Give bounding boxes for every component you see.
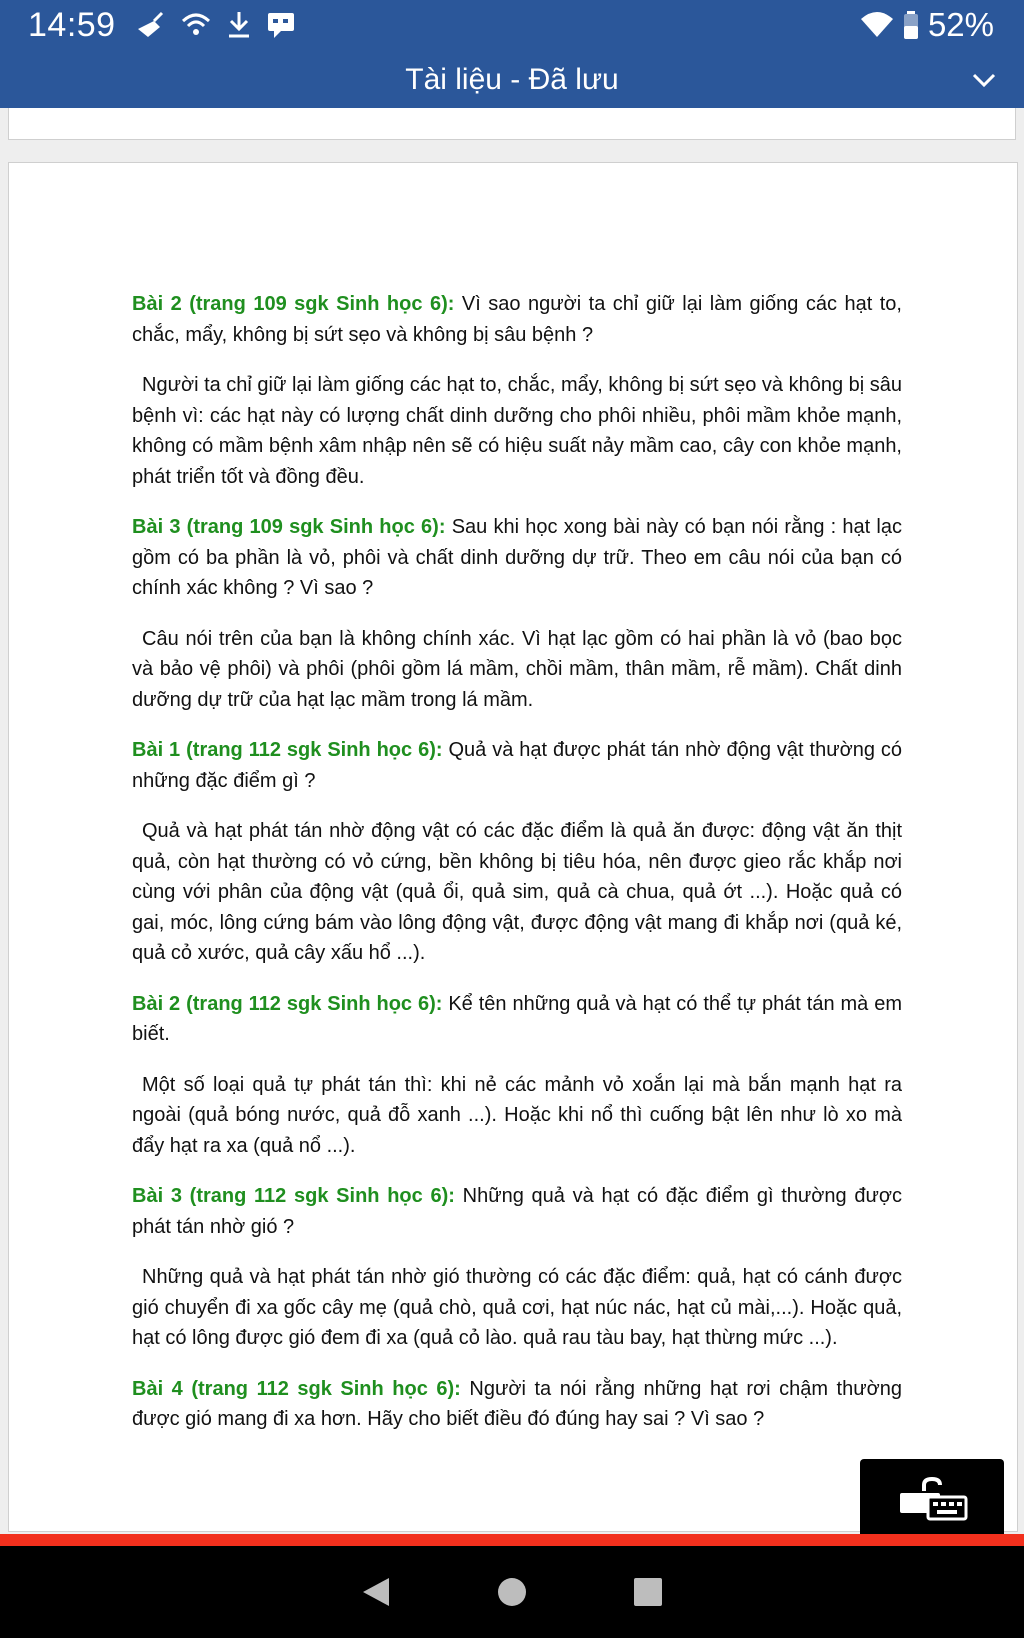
previous-page-edge (8, 108, 1016, 140)
question-label: Bài 2 (trang 112 sgk Sinh học 6): (132, 992, 443, 1015)
question-text: Vì sao người ta chỉ giữ lại làm giống các hạt to, chắc, mẩy, không bị sứt sẹo và không bị sâu bệnh ? (132, 293, 902, 346)
question-text: Sau khi học xong bài này có bạn nói rằng : hạt lạc gồm có ba phần là vỏ, phôi và chất dinh dưỡng dự trữ. Theo em câu nói của bạn có chính xác không ? Vì sao ? (132, 516, 902, 599)
system-nav-bar (0, 1546, 1024, 1638)
chat-icon (266, 11, 296, 39)
document-title[interactable]: Tài liệu - Đã lưu (405, 63, 619, 96)
question-label: Bài 4 (trang 112 sgk Sinh học 6): (132, 1377, 461, 1400)
keyboard-toggle-button[interactable] (860, 1459, 1004, 1539)
wifi-signal-icon (860, 11, 894, 39)
question-paragraph (132, 512, 902, 604)
question-text: Kể tên những quả và hạt có thể tự phát tán mà em biết. (132, 992, 902, 1045)
question-paragraph (132, 989, 902, 1050)
answer-text: Người ta chỉ giữ lại làm giống các hạt to, chắc, mẩy, không bị sứt sẹo và không bị sâu bệnh vì: các hạt này có lượng chất dinh dưỡng cho phôi nhiều, phôi mầm khỏe mạnh, không có mầm bệnh xâm nhập nên sẽ có hiệu suất nảy mầm cao, cây con khỏe mạnh, phát triển tốt và đồng đều. (132, 374, 902, 488)
answer-paragraph (132, 624, 902, 716)
answer-text: Một số loại quả tự phát tán thì: khi nẻ các mảnh vỏ xoắn lại mà bắn mạnh hạt ra ngoài (quả bóng nước, quả đỗ xanh ...). Hoặc khi nổ thì cuống bật lên như lò xo mà đẩy hạt ra xa (quả nổ ...). (132, 1073, 902, 1157)
question-paragraph (132, 1181, 902, 1242)
question-paragraph (132, 289, 902, 350)
title-row (0, 56, 1024, 104)
battery-icon (904, 11, 918, 39)
nav-back-button[interactable] (356, 1572, 396, 1612)
question-text: Những quả và hạt có đặc điểm gì thường được phát tán nhờ gió ? (132, 1185, 902, 1238)
home-icon (497, 1577, 527, 1607)
app-bar (0, 0, 1024, 108)
wifi-calling-icon (180, 11, 212, 39)
alert-bar (0, 1534, 1024, 1546)
nav-home-button[interactable] (492, 1572, 532, 1612)
answer-text: Những quả và hạt phát tán nhờ gió thường có các đặc điểm: quả, hạt có cánh được gió chuyển đi xa gốc cây mẹ (quả chò, quả cơi, hạt núc nác, hạt củ mài,...). Hoặc quả, hạt có lông được gió đem đi xa (quả cỏ lào. quả rau tàu bay, hạt thừng mức ...). (132, 1266, 902, 1349)
status-time: 14:59 (28, 6, 116, 44)
answer-paragraph (132, 1070, 902, 1162)
question-label: Bài 3 (trang 109 sgk Sinh học 6): (132, 516, 446, 538)
question-paragraph (132, 735, 902, 796)
document-content (132, 289, 902, 1455)
status-icons-right (860, 6, 994, 44)
question-label: Bài 3 (trang 112 sgk Sinh học 6): (132, 1185, 455, 1207)
question-text: Người ta nói rằng những hạt rơi chậm thường được gió mang đi xa hơn. Hãy cho biết điều đó đúng hay sai ? Vì sao ? (132, 1377, 902, 1430)
question-text: Quả và hạt được phát tán nhờ động vật thường có những đặc điểm gì ? (132, 739, 902, 792)
answer-text: Quả và hạt phát tán nhờ động vật có các đặc điểm là quả ăn được: động vật ăn thịt quả, còn hạt thường có vỏ cứng, bền không bị tiêu hóa, nên được gieo rắc khắp nơi cùng với phân của động vật (quả ổi, quả sim, quả cà chua, quả ớt ...). Hoặc quả có gai, móc, lông cứng bám vào lông động vật, được động vật mang đi khắp nơi (quả ké, quả cỏ xước, quả cây xấu hổ ...). (132, 820, 902, 964)
battery-percentage: 52% (927, 6, 994, 43)
question-label: Bài 2 (trang 109 sgk Sinh học 6): (132, 293, 455, 315)
question-label: Bài 1 (trang 112 sgk Sinh học 6): (132, 739, 443, 761)
status-bar (0, 0, 1024, 48)
answer-paragraph (132, 370, 902, 492)
recents-icon (633, 1577, 663, 1607)
answer-paragraph (132, 1262, 902, 1354)
document-page[interactable] (8, 162, 1018, 1532)
answer-paragraph (132, 816, 902, 969)
question-paragraph (132, 1374, 902, 1435)
back-icon (361, 1576, 391, 1608)
broom-icon (134, 11, 166, 39)
answer-text: Câu nói trên của bạn là không chính xác. Vì hạt lạc gồm có hai phần là vỏ (bao bọc và bảo vệ phôi) và phôi (phôi gồm lá mầm, chồi mầm, thân mầm, rễ mầm). Chất dinh dưỡng dự trữ của hạt lạc mầm trong lá mầm. (132, 627, 902, 711)
nav-recents-button[interactable] (628, 1572, 668, 1612)
download-icon (226, 10, 252, 40)
chevron-down-icon[interactable] (970, 66, 998, 94)
keyboard-unlock-icon (896, 1477, 968, 1521)
status-icons-left (134, 8, 296, 42)
